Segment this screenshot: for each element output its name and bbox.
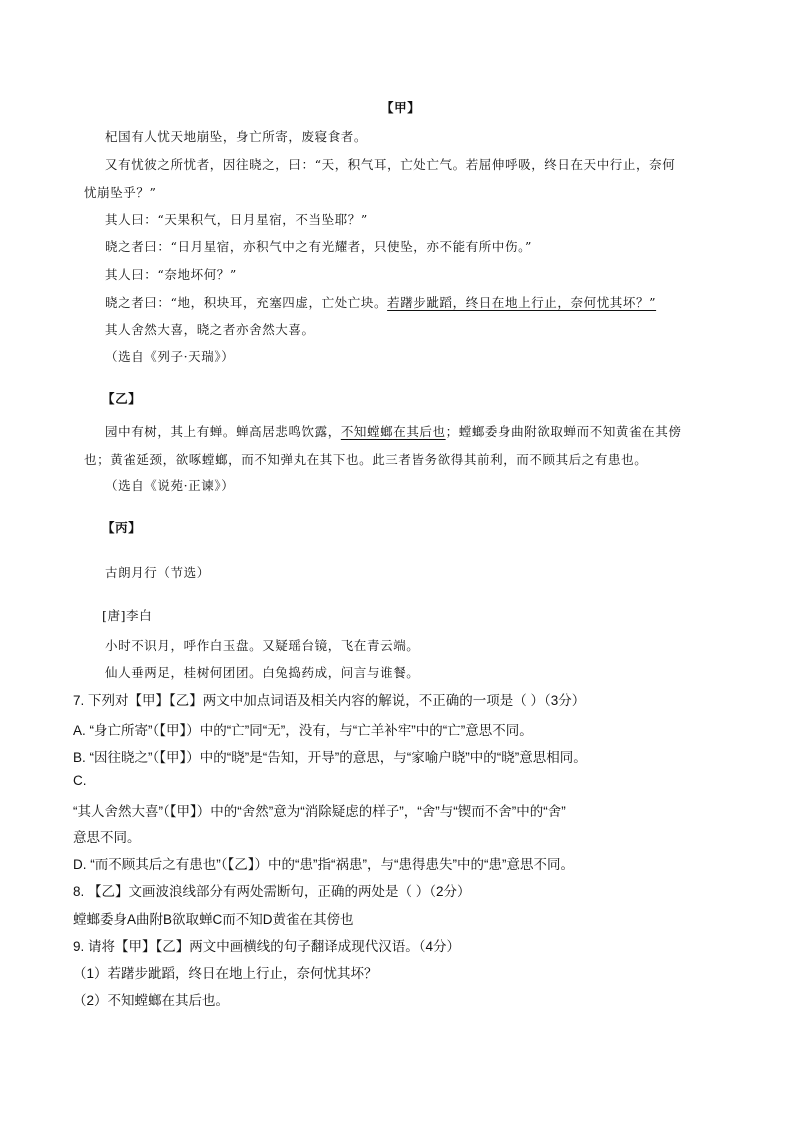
q7-option-c-line-2: 意思不同。 [73,830,141,845]
jia-line-7-plain: 晓之者曰：“地，积块耳，充塞四虚，亡处亡块。 [105,295,388,310]
yi-underlined-sentence: 不知螳螂在其后也 [340,424,446,439]
q7-option-c-label: C. [73,773,87,788]
bing-heading: 【丙】 [102,520,142,535]
poem-line-2: 仙人垂两足，桂树何团团。白兔捣药成，问言与谁餐。 [105,665,420,680]
q7-option-a: A. “身亡所寄”（【甲】）中的“亡”同“无”，没有，与“亡羊补牢”中的“亡”意思不同。 [73,723,533,738]
jia-line-7 [105,293,656,311]
yi-line-2: 也；黄雀延颈，欲啄螳螂，而不知弹丸在其下也。此三者皆务欲得其前利，而不顾其后之有患也。 [84,452,648,467]
q7-option-d: D. “而不顾其后之有患也”（【乙】）中的“患”指“祸患”，与“患得患失”中的“患”意思不同。 [73,857,574,872]
q9-item-2: （2）不知螳螂在其后也。 [73,993,230,1008]
jia-line-8: 其人舍然大喜，晓之者亦舍然大喜。 [105,322,315,337]
q7-option-b: B. “因往晓之”（【甲】）中的“晓”是“告知，开导”的意思，与“家喻户晓”中的“晓”意思相同。 [73,750,587,765]
jia-source: （选自《列子·天瑞》） [105,349,235,364]
yi-line-1-post: ；螳螂委身曲附欲取蝉而不知黄雀在其傍 [445,424,682,439]
yi-line-1-pre: 园中有树，其上有蝉。蝉高居悲鸣饮露， [105,424,341,439]
yi-heading: 【乙】 [102,391,142,406]
q7-option-c-line-1: “其人舍然大喜”（【甲】）中的“舍然”意为“消除疑虑的样子”，“舍”与“锲而不舍”中的“舍” [73,804,566,819]
jia-line-4: 其人曰：“天果积气，日月星宿，不当坠耶？” [105,212,368,227]
q9-stem: 9. 请将【甲】【乙】两文中画横线的句子翻译成现代汉语。（4分） [73,939,461,954]
jia-underlined-sentence: 若躇步跐蹈，终日在地上行止，奈何忧其坏？” [387,295,657,310]
jia-heading: 【甲】 [381,100,421,115]
poem-line-1: 小时不识月，呼作白玉盘。又疑瑶台镜，飞在青云端。 [105,638,420,653]
q8-stem: 8. 【乙】文画波浪线部分有两处需断句，正确的两处是（ ）（2分） [73,884,471,899]
jia-line-2: 又有忧彼之所忧者，因往晓之，曰：“天，积气耳，亡处亡气。若屈伸呼吸，终日在天中行止，奈何 [105,157,676,172]
poem-author: [唐]李白 [102,608,153,623]
q9-item-1: （1）若躇步跐蹈，终日在地上行止，奈何忧其坏？ [73,966,378,981]
jia-line-5: 晓之者曰：“日月星宿，亦积气中之有光耀者，只使坠，亦不能有所中伤。” [105,239,532,254]
q7-stem: 7. 下列对【甲】【乙】两文中加点词语及相关内容的解说，不正确的一项是（ ）（3分） [73,693,586,708]
yi-line-1 [105,422,681,440]
jia-line-1: 杞国有人忧天地崩坠，身亡所寄，废寝食者。 [105,129,368,144]
poem-title: 古朗月行（节选） [105,565,210,580]
jia-line-6: 其人曰：“奈地坏何？” [105,267,237,282]
yi-source: （选自《说苑·正谏》） [105,478,235,493]
q8-sentence: 螳螂委身A曲附B欲取蝉C而不知D黄雀在其傍也 [73,912,354,927]
jia-line-3: 忧崩坠乎？” [84,185,157,200]
